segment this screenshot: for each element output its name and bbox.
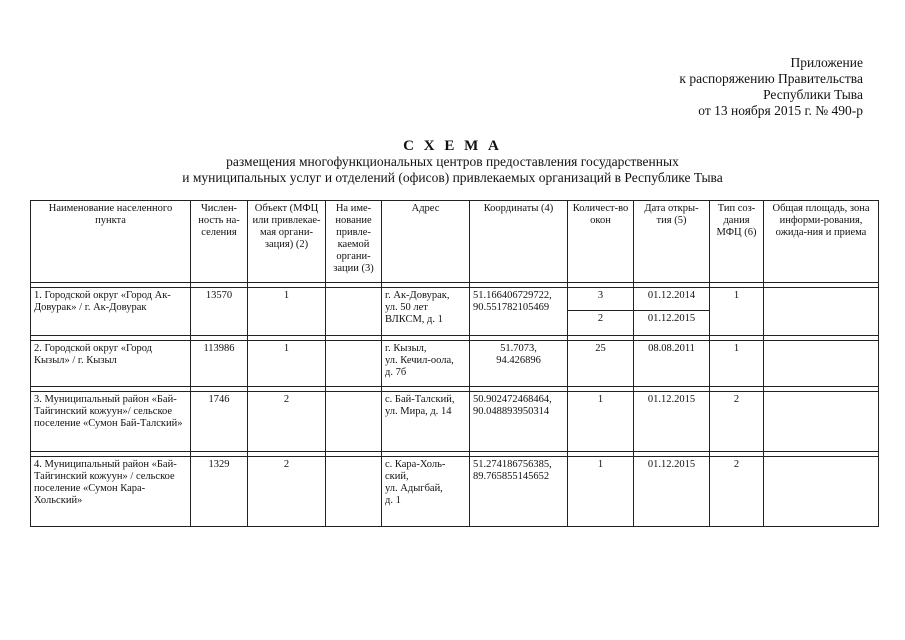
table-row — [31, 457, 879, 527]
mfc-type-cell: 1 — [710, 341, 764, 387]
subtitle-line: размещения многофункциональных центров предоставления государственных — [226, 154, 679, 169]
object-cell: 1 — [248, 288, 326, 336]
area-cell — [764, 392, 879, 452]
org-name-cell — [326, 457, 382, 527]
windows-cell: 1 — [568, 392, 634, 452]
mfc-type-cell: 1 — [710, 288, 764, 336]
mfc-type-cell: 2 — [710, 392, 764, 452]
schema-table — [30, 200, 879, 527]
coordinates-cell: 51.166406729722, 90.551782105469 — [470, 288, 568, 336]
windows-cell: 25 — [568, 341, 634, 387]
opening-date-cell: 01.12.2015 — [634, 392, 710, 452]
population-cell: 1329 — [191, 457, 248, 527]
area-cell — [764, 288, 879, 336]
document-subtitle — [0, 154, 905, 186]
area-cell — [764, 457, 879, 527]
appendix-line: к распоряжению Правительства — [679, 71, 863, 86]
windows-cell: 2 — [568, 311, 634, 336]
header-cell: Тип соз-дания МФЦ (6) — [710, 201, 764, 283]
header-cell: Дата откры-тия (5) — [634, 201, 710, 283]
header-cell: Числен-ность на-селения — [191, 201, 248, 283]
header-cell: Наименование населенного пункта — [31, 201, 191, 283]
table-row — [31, 288, 879, 311]
appendix-line: Приложение — [790, 55, 863, 70]
object-cell: 2 — [248, 457, 326, 527]
header-cell: Адрес — [382, 201, 470, 283]
table-header-row — [31, 201, 879, 283]
population-cell: 13570 — [191, 288, 248, 336]
opening-date-cell: 01.12.2015 — [634, 457, 710, 527]
header-cell: Координаты (4) — [470, 201, 568, 283]
org-name-cell — [326, 341, 382, 387]
settlement-name-cell: 4. Муниципальный район «Бай-Тайгинский кожуун» / сельское поселение «Сумон Кара-Хольский» — [31, 457, 191, 527]
header-cell: Количест-во окон — [568, 201, 634, 283]
address-cell: г. Ак-Довурак, ул. 50 лет ВЛКСМ, д. 1 — [382, 288, 470, 336]
population-cell: 1746 — [191, 392, 248, 452]
org-name-cell — [326, 392, 382, 452]
header-cell: Общая площадь, зона информи-рования, ожида-ния и приема — [764, 201, 879, 283]
windows-cell: 1 — [568, 457, 634, 527]
subtitle-line: и муниципальных услуг и отделений (офисов) привлекаемых организаций в Республике Тыва — [182, 170, 723, 185]
opening-date-cell: 01.12.2015 — [634, 311, 710, 336]
header-cell: На име-нование привле-каемой органи-зации (3) — [326, 201, 382, 283]
population-cell: 113986 — [191, 341, 248, 387]
coordinates-cell: 51.7073, 94.426896 — [470, 341, 568, 387]
document-title: С Х Е М А — [403, 138, 502, 154]
coordinates-cell: 51.274186756385, 89.765855145652 — [470, 457, 568, 527]
mfc-type-cell: 2 — [710, 457, 764, 527]
object-cell: 1 — [248, 341, 326, 387]
table-row — [31, 392, 879, 452]
appendix-line: Республики Тыва — [763, 87, 863, 102]
header-cell: Объект (МФЦ или привлекае-мая органи-зация) (2) — [248, 201, 326, 283]
object-cell: 2 — [248, 392, 326, 452]
opening-date-cell: 08.08.2011 — [634, 341, 710, 387]
table-row — [31, 341, 879, 387]
settlement-name-cell: 2. Городской округ «Город Кызыл» / г. Кызыл — [31, 341, 191, 387]
appendix-line: от 13 ноября 2015 г. № 490-р — [698, 103, 863, 118]
area-cell — [764, 341, 879, 387]
coordinates-cell: 50.902472468464, 90.048893950314 — [470, 392, 568, 452]
settlement-name-cell: 3. Муниципальный район «Бай-Тайгинский кожуун»/ сельское поселение «Сумон Бай-Талский» — [31, 392, 191, 452]
org-name-cell — [326, 288, 382, 336]
windows-cell: 3 — [568, 288, 634, 311]
appendix-block — [563, 55, 863, 119]
address-cell: с. Кара-Холь- ский, ул. Адыгбай, д. 1 — [382, 457, 470, 527]
address-cell: г. Кызыл, ул. Кечил-оола, д. 7б — [382, 341, 470, 387]
settlement-name-cell: 1. Городской округ «Город Ак-Довурак» / г. Ак-Довурак — [31, 288, 191, 336]
opening-date-cell: 01.12.2014 — [634, 288, 710, 311]
address-cell: с. Бай-Талский, ул. Мира, д. 14 — [382, 392, 470, 452]
